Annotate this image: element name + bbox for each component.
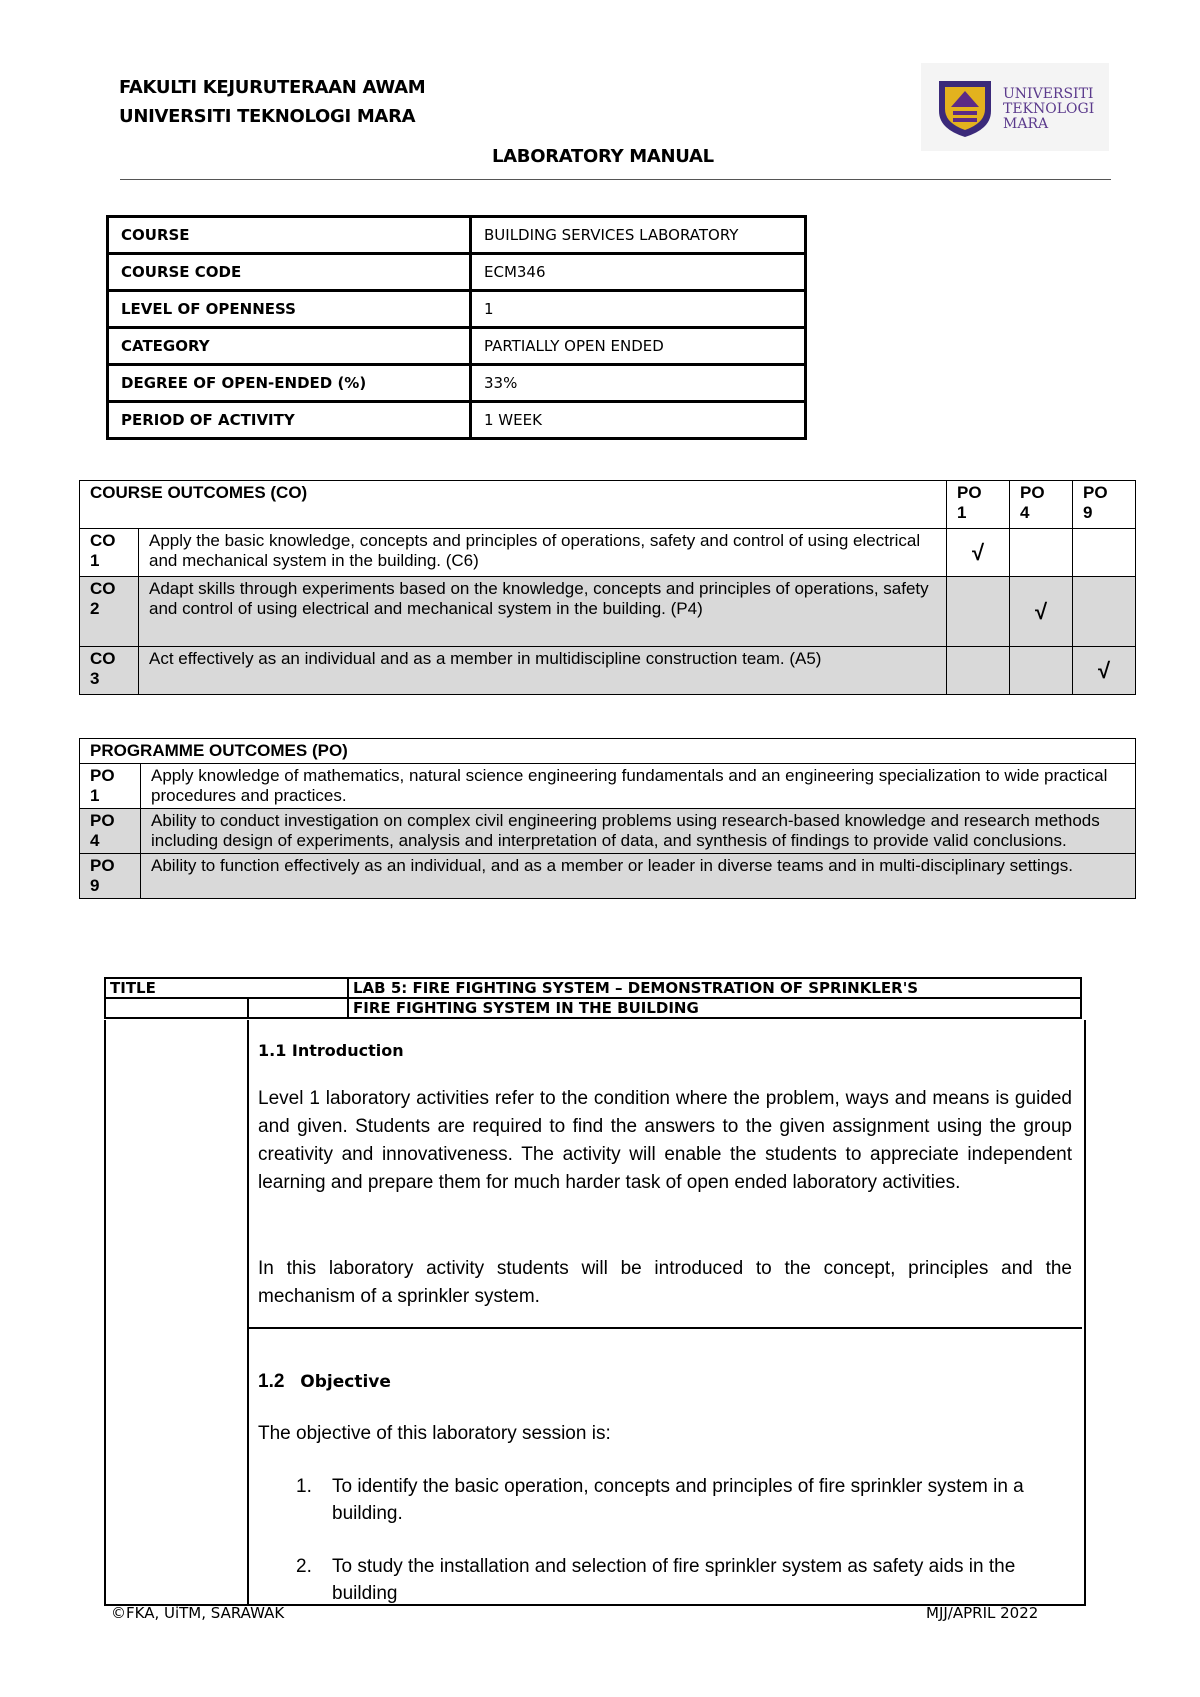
section-divider: [247, 1327, 1082, 1329]
info-label: COURSE CODE: [108, 254, 471, 291]
check-icon: √: [1010, 577, 1073, 647]
co-text: Act effectively as an individual and as a member in multidiscipline construction team. (A5): [139, 647, 947, 695]
intro-paragraph: In this laboratory activity students will be introduced to the concept, principles and the mechanism of a sprinkler system.: [258, 1258, 1072, 1307]
po-text: Ability to conduct investigation on complex civil engineering problems using research-based knowledge and research methods including design of experiments, analysis and interpretation of data, and synthesis of findings to provide valid conclusions.: [141, 809, 1136, 854]
info-value: 1: [471, 291, 806, 328]
list-number: 2.: [296, 1556, 312, 1577]
programme-outcomes-table: [79, 738, 1136, 899]
course-info-row: [108, 254, 806, 291]
po-row: [80, 809, 1136, 854]
po-code: PO 4: [80, 809, 141, 854]
po-code: PO 1: [80, 764, 141, 809]
co-row: [80, 529, 1136, 577]
university-name: UNIVERSITI TEKNOLOGI MARA: [119, 106, 416, 127]
co-code: CO 3: [80, 647, 139, 695]
objective-number: 1.2: [258, 1371, 285, 1392]
co-code: CO 1: [80, 529, 139, 577]
title-row: [105, 998, 1081, 1018]
course-outcomes-table: [79, 480, 1136, 695]
co-heading: COURSE OUTCOMES (CO): [80, 481, 947, 529]
po-heading: PROGRAMME OUTCOMES (PO): [80, 739, 1136, 764]
po-header: PO 1: [947, 481, 1010, 529]
co-row: [80, 577, 1136, 647]
university-logo: [921, 63, 1109, 151]
objective-lead: The objective of this laboratory session is:: [258, 1423, 611, 1444]
co-text: Adapt skills through experiments based on the knowledge, concepts and principles of operations, safety and control of using electrical and mechanical system in the building. (P4): [139, 577, 947, 647]
footer-right: MJJ/APRIL 2022: [926, 1604, 1039, 1622]
objective-title: Objective: [300, 1372, 391, 1392]
po-header: PO 9: [1073, 481, 1136, 529]
info-value: ECM346: [471, 254, 806, 291]
crest-icon: [935, 77, 995, 139]
empty-cell: [947, 577, 1010, 647]
course-info-row: [108, 328, 806, 365]
objective-heading: [258, 1371, 391, 1393]
empty-cell: [248, 998, 348, 1018]
co-code: CO 2: [80, 577, 139, 647]
info-value: BUILDING SERVICES LABORATORY: [471, 217, 806, 254]
po-heading-row: [80, 739, 1136, 764]
check-icon: √: [947, 529, 1010, 577]
co-row: [80, 647, 1136, 695]
info-label: LEVEL OF OPENNESS: [108, 291, 471, 328]
course-info-row: [108, 217, 806, 254]
course-info-table: [106, 215, 807, 440]
co-text: Apply the basic knowledge, concepts and principles of operations, safety and control of using electrical and mechanical system in the building. (C6): [139, 529, 947, 577]
lab-title-line1: LAB 5: FIRE FIGHTING SYSTEM – DEMONSTRATION OF SPRINKLER'S: [348, 978, 1081, 998]
empty-cell: [1010, 647, 1073, 695]
info-value: 1 WEEK: [471, 402, 806, 439]
intro-heading: 1.1 Introduction: [258, 1041, 404, 1060]
empty-cell: [105, 998, 248, 1018]
lab-title-table: [104, 977, 1082, 1019]
intro-paragraph: Level 1 laboratory activities refer to the condition where the problem, ways and means is guided and given. Students are required to find the answers to the given assignment using the group creativity and innovativeness. The activity will enable the students to appreciate independent learning and prepare them for much harder task of open ended laboratory activities.: [258, 1088, 1072, 1193]
faculty-name: FAKULTI KEJURUTERAAN AWAM: [119, 77, 426, 98]
list-number: 1.: [296, 1476, 312, 1497]
po-text: Ability to function effectively as an individual, and as a member or leader in diverse teams and in multi-disciplinary settings.: [141, 854, 1136, 899]
info-label: COURSE: [108, 217, 471, 254]
info-label: DEGREE OF OPEN-ENDED (%): [108, 365, 471, 402]
empty-cell: [1073, 577, 1136, 647]
check-icon: √: [1073, 647, 1136, 695]
logo-wordmark: UNIVERSITI TEKNOLOGI MARA: [1003, 86, 1095, 132]
footer-left: ©FKA, UiTM, SARAWAK: [111, 1604, 285, 1622]
info-label: PERIOD OF ACTIVITY: [108, 402, 471, 439]
list-text: To identify the basic operation, concepts and principles of fire sprinkler system in a building.: [332, 1476, 1024, 1524]
po-text: Apply knowledge of mathematics, natural science engineering fundamentals and an engineering specialization to wide practical procedures and practices.: [141, 764, 1136, 809]
list-text: To study the installation and selection of fire sprinkler system as safety aids in the building: [332, 1556, 1016, 1604]
po-row: [80, 764, 1136, 809]
po-row: [80, 854, 1136, 899]
info-value: PARTIALLY OPEN ENDED: [471, 328, 806, 365]
empty-cell: [1010, 529, 1073, 577]
po-code: PO 9: [80, 854, 141, 899]
course-info-row: [108, 365, 806, 402]
empty-cell: [1073, 529, 1136, 577]
column-divider: [247, 1020, 249, 1604]
page-title: LABORATORY MANUAL: [492, 146, 714, 167]
header-divider: [120, 179, 1111, 180]
title-label: TITLE: [105, 978, 348, 998]
title-row: [105, 978, 1081, 998]
course-info-row: [108, 402, 806, 439]
course-info-row: [108, 291, 806, 328]
info-label: CATEGORY: [108, 328, 471, 365]
empty-cell: [947, 647, 1010, 695]
co-header-row: [80, 481, 1136, 529]
po-header: PO 4: [1010, 481, 1073, 529]
info-value: 33%: [471, 365, 806, 402]
lab-title-line2: FIRE FIGHTING SYSTEM IN THE BUILDING: [348, 998, 1081, 1018]
